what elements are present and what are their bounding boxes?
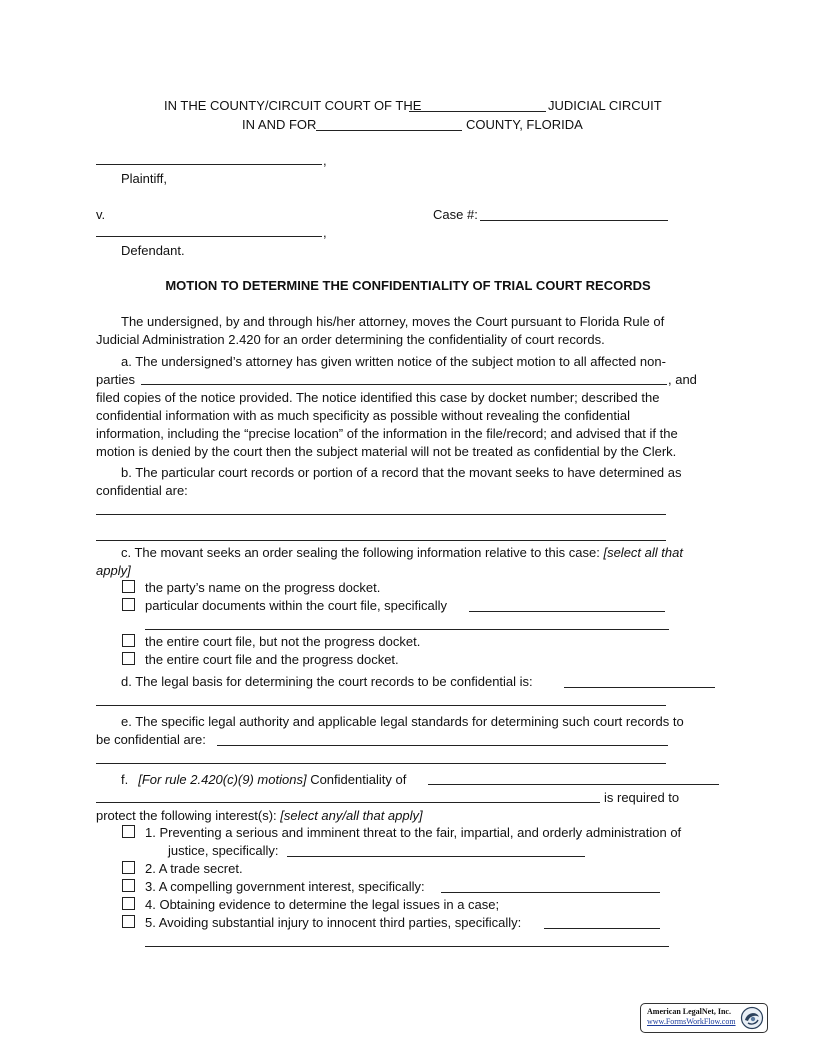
sealing-option-label-2: particular documents within the court file, specifically <box>145 598 448 613</box>
para-a-line1: a. The undersigned’s attorney has given written notice of the subject motion to all affected non- <box>121 354 666 369</box>
interest-label-2: 2. A trade secret. <box>145 861 243 876</box>
plaintiff-label: Plaintiff, <box>121 171 168 186</box>
interest-label-4: 4. Obtaining evidence to determine the legal issues in a case; <box>145 897 500 912</box>
interest-checkbox-5[interactable] <box>122 915 135 928</box>
interest-label-3: 3. A compelling government interest, specifically: <box>145 879 425 894</box>
documents-specifically-blank[interactable] <box>469 611 665 612</box>
county-blank[interactable] <box>316 130 462 131</box>
para-f-line3: protect the following interest(s): [select any/all that apply] <box>96 808 423 823</box>
case-number-label: Case #: <box>433 207 478 222</box>
logo-company-name: American LegalNet, Inc. <box>647 1007 731 1016</box>
para-b-line1: b. The particular court records or portion of a record that the movant seeks to have determined as <box>121 465 682 480</box>
interest-checkbox-4[interactable] <box>122 897 135 910</box>
sealing-option-label-3: the entire court file, but not the progress docket. <box>145 634 421 649</box>
para-c-line2: apply] <box>96 563 131 578</box>
interest-checkbox-2[interactable] <box>122 861 135 874</box>
para-a-line2: parties <box>96 372 136 387</box>
sealing-option-label-4: the entire court file and the progress docket. <box>145 652 399 667</box>
government-interest-blank[interactable] <box>441 892 660 893</box>
non-parties-blank[interactable] <box>141 384 667 385</box>
para-f-line1: f. [For rule 2.420(c)(9) motions] Confidentiality of <box>121 772 407 787</box>
defendant-name-blank[interactable] <box>96 236 322 237</box>
interest-checkbox-1[interactable] <box>122 825 135 838</box>
third-parties-blank-2[interactable] <box>145 946 669 947</box>
confidentiality-of-blank[interactable] <box>428 784 719 785</box>
court-header-line2: IN AND FOR <box>242 117 317 132</box>
para-c-line1: c. The movant seeks an order sealing the following information relative to this case: [select all that <box>121 545 683 560</box>
defendant-label: Defendant. <box>121 243 185 258</box>
motion-title: MOTION TO DETERMINE THE CONFIDENTIALITY OF TRIAL COURT RECORDS <box>165 278 651 293</box>
sealing-option-label-1: the party’s name on the progress docket. <box>145 580 381 595</box>
case-number-blank[interactable] <box>480 220 668 221</box>
records-blank-2[interactable] <box>96 540 666 541</box>
intro-line1: The undersigned, by and through his/her attorney, moves the Court pursuant to Florida Rule of <box>121 314 665 329</box>
court-header-line1-end: JUDICIAL CIRCUIT <box>548 98 662 113</box>
third-parties-blank[interactable] <box>544 928 660 929</box>
para-a-line4: confidential information with as much specificity as possible without revealing the confidential <box>96 408 631 423</box>
records-blank-1[interactable] <box>96 514 666 515</box>
circuit-number-blank[interactable] <box>409 111 546 112</box>
para-a-line3: filed copies of the notice provided. The notice identified this case by docket number; described the <box>96 390 660 405</box>
logo-url[interactable]: www.FormsWorkFlow.com <box>647 1017 736 1026</box>
legal-basis-blank-1[interactable] <box>564 687 715 688</box>
para-e-line2: be confidential are: <box>96 732 206 747</box>
legal-basis-blank-2[interactable] <box>96 705 666 706</box>
sealing-option-checkbox-4[interactable] <box>122 652 135 665</box>
serious-threat-blank[interactable] <box>287 856 585 857</box>
interest-label-5: 5. Avoiding substantial injury to innocent third parties, specifically: <box>145 915 522 930</box>
legal-authority-blank-2[interactable] <box>96 763 666 764</box>
legal-authority-blank-1[interactable] <box>217 745 668 746</box>
american-legalnet-logo <box>640 1003 768 1033</box>
para-d-line1: d. The legal basis for determining the court records to be confidential is: <box>121 674 533 689</box>
court-header-line1: IN THE COUNTY/CIRCUIT COURT OF THE <box>164 98 422 113</box>
para-a-line6: motion is denied by the court then the subject material will not be treated as confidential by the Clerk. <box>96 444 677 459</box>
sealing-option-checkbox-3[interactable] <box>122 634 135 647</box>
documents-specifically-blank-2[interactable] <box>145 629 669 630</box>
court-header-line2-end: COUNTY, FLORIDA <box>466 117 583 132</box>
interest-label-1-cont: justice, specifically: <box>168 843 279 858</box>
para-e-line1: e. The specific legal authority and applicable legal standards for determining such court records to <box>121 714 684 729</box>
interest-label-1: 1. Preventing a serious and imminent threat to the fair, impartial, and orderly administration of <box>145 825 682 840</box>
sealing-option-checkbox-1[interactable] <box>122 580 135 593</box>
globe-swirl-icon <box>740 1006 764 1030</box>
para-a-line2-end: , and <box>668 372 697 387</box>
plaintiff-comma: , <box>323 153 327 168</box>
sealing-option-checkbox-2[interactable] <box>122 598 135 611</box>
defendant-comma: , <box>323 225 327 240</box>
interest-checkbox-3[interactable] <box>122 879 135 892</box>
versus-label: v. <box>96 207 106 222</box>
plaintiff-name-blank[interactable] <box>96 164 322 165</box>
para-a-line5: information, including the “precise location” of the information in the file/record; and advised that if the <box>96 426 678 441</box>
intro-line2: Judicial Administration 2.420 for an order determining the confidentiality of court records. <box>96 332 605 347</box>
confidentiality-of-blank-2[interactable] <box>96 802 600 803</box>
para-f-line2: is required to <box>604 790 680 805</box>
para-b-line2: confidential are: <box>96 483 188 498</box>
